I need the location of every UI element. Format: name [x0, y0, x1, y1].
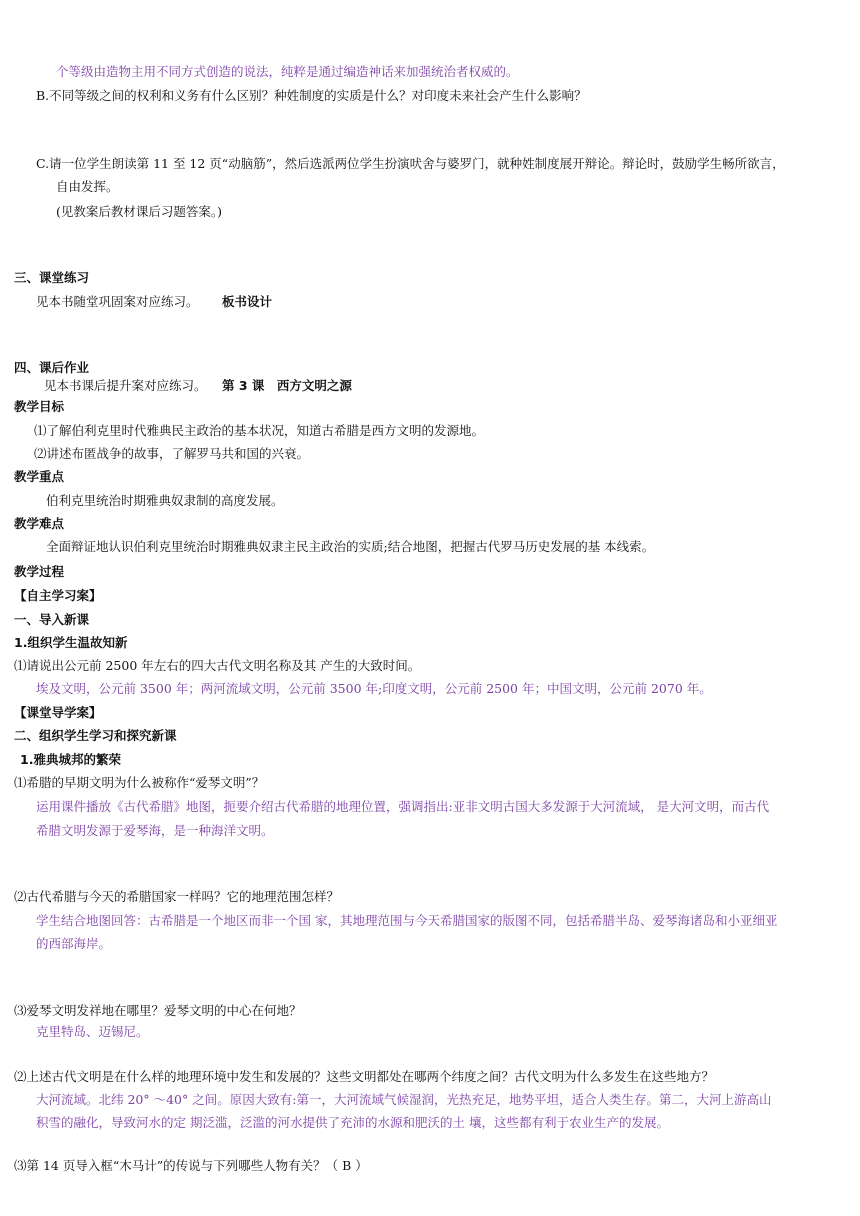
text-line: ⑵讲述布匿战争的故事，了解罗马共和国的兴衰。: [34, 446, 310, 461]
lesson-title: 第 3 课 西方文明之源: [222, 378, 352, 393]
question-b: B.不同等级之间的权利和义务有什么区别？种姓制度的实质是什么？对印度未来社会产生什么影响？: [36, 88, 587, 103]
section-heading: 二、组织学生学习和探究新课: [14, 728, 177, 743]
heading-process: 教学过程: [14, 564, 65, 579]
answer-line: 大河流域。北纬 20° ～40° 之间。原因大致有:第一，大河流域气候湿润，光热充足，地势平坦，适合人类生存。第二，大河上游高山: [36, 1092, 772, 1107]
question-line: ⑶第 14 页导入框“木马计”的传说与下列哪些人物有关？（ B ）: [14, 1158, 368, 1173]
answer-line: 运用课件播放《古代希腊》地图，扼要介绍古代希腊的地理位置，强调指出:亚非文明古国大多发源于大河流域， 是大河文明，而古代: [36, 799, 770, 814]
answer-line: 的西部海岸。: [36, 936, 112, 951]
question-c: C.请一位学生朗读第 11 至 12 页“动脑筋”，然后选派两位学生扮演吠舍与婆罗门，就种姓制度展开辩论。辩论时，鼓励学生畅所欲言，: [36, 156, 785, 171]
question-line: ⑵古代希腊与今天的希腊国家一样吗？它的地理范围怎样？: [14, 889, 340, 904]
answer-line: 学生结合地图回答：古希腊是一个地区而非一个国 家，其地理范围与今天希腊国家的版图不同，包括希腊半岛、爱琴海诸岛和小亚细亚: [36, 913, 778, 928]
sub-heading: 1.组织学生温故知新: [14, 635, 128, 650]
text-line: 见本书课后提升案对应练习。: [44, 378, 207, 393]
answer-line: 希腊文明发源于爱琴海，是一种海洋文明。: [36, 823, 274, 838]
heading-key-points: 教学重点: [14, 469, 65, 484]
section-heading: 一、导入新课: [14, 612, 90, 627]
question-line: ⑵上述古代文明是在什么样的地理环境中发生和发展的？这些文明都处在哪两个纬度之间？古代文明为什么多发生在这些地方？: [14, 1069, 715, 1084]
question-line: ⑶爱琴文明发祥地在哪里？爱琴文明的中心在何地？: [14, 1003, 302, 1018]
answer-line: 克里特岛、迈锡尼。: [36, 1024, 149, 1039]
heading-self-study: 【自主学习案】: [14, 588, 102, 603]
text-line: 伯利克里统治时期雅典奴隶制的高度发展。: [46, 493, 284, 508]
sub-heading: 1.雅典城邦的繁荣: [20, 752, 121, 767]
answer-line: 埃及文明，公元前 3500 年；两河流域文明，公元前 3500 年;印度文明，公元前 2500 年；中国文明，公元前 2070 年。: [36, 681, 712, 696]
text-line: 个等级由造物主用不同方式创造的说法，纯粹是通过编造神话来加强统治者权威的。: [56, 64, 519, 79]
section-heading: 三、课堂练习: [14, 270, 90, 285]
heading-difficulties: 教学难点: [14, 516, 65, 531]
text-line: (见教案后教材课后习题答案。): [56, 204, 223, 219]
board-design-heading: 板书设计: [222, 294, 273, 309]
text-line: 自由发挥。: [56, 179, 119, 194]
text-line: ⑴请说出公元前 2500 年左右的四大古代文明名称及其 产生的大致时间。: [14, 658, 421, 673]
heading-teaching-goals: 教学目标: [14, 399, 65, 414]
text-line: 全面辩证地认识伯利克里统治时期雅典奴隶主民主政治的实质;结合地图，把握古代罗马历史发展的基 本线索。: [46, 539, 655, 554]
section-heading: 四、课后作业: [14, 360, 90, 375]
question-line: ⑴希腊的早期文明为什么被称作“爱琴文明”？: [14, 775, 265, 790]
text-line: ⑴了解伯利克里时代雅典民主政治的基本状况，知道古希腊是西方文明的发源地。: [34, 423, 485, 438]
text-line: 见本书随堂巩固案对应练习。: [36, 294, 199, 309]
heading-class-guide: 【课堂导学案】: [14, 705, 102, 720]
answer-line: 积雪的融化，导致河水的定 期泛滥，泛滥的河水提供了充沛的水源和肥沃的土 壤，这些都有利于农业生产的发展。: [36, 1115, 669, 1130]
